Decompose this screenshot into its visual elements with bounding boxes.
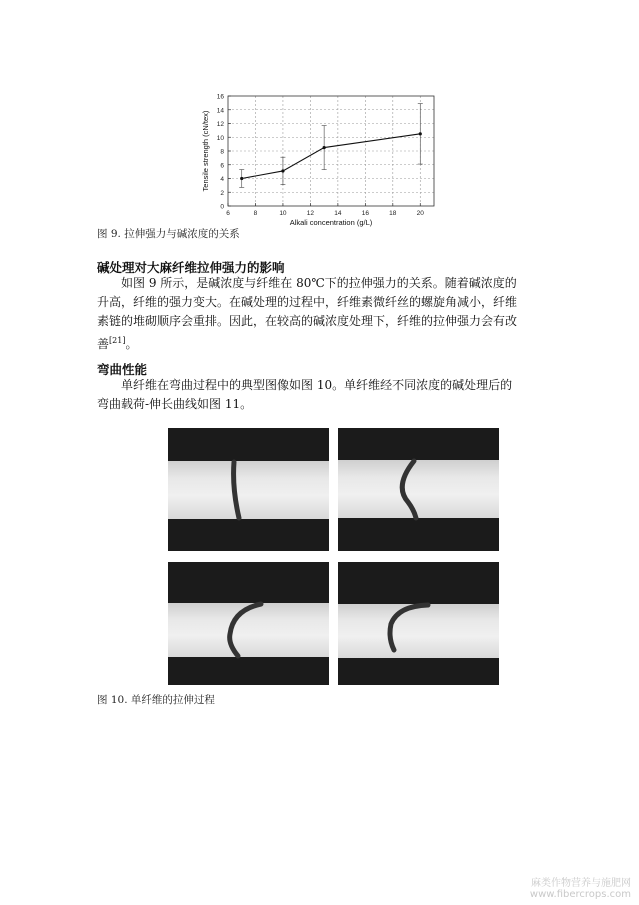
paragraph-line: 单纤维在弯曲过程中的典型图像如图 10。单纤维经不同浓度的碱处理后的: [121, 378, 513, 392]
fiber-image-4: [338, 562, 499, 685]
section-2-paragraph: [97, 376, 543, 414]
paragraph-line: 弯曲载荷-伸长曲线如图 11。: [97, 397, 253, 411]
section-1-paragraph: [97, 274, 543, 354]
data-point: [281, 169, 284, 172]
fiber-image-2: [338, 428, 499, 551]
x-tick-label: 12: [306, 210, 315, 217]
plot-frame: [228, 96, 434, 206]
fiber-image-1: [168, 428, 329, 551]
y-tick-label: 4: [220, 176, 224, 183]
y-axis-label: Tensile strength (cN/tex): [201, 110, 210, 192]
series-line: [242, 134, 421, 179]
citation-ref: [21]: [109, 336, 126, 345]
watermark: [530, 874, 631, 900]
figure-10-caption: 图 10. 单纤维的拉伸过程: [97, 694, 215, 706]
section-heading-alkali-strength: 碱处理对大麻纤维拉伸强力的影响: [97, 260, 285, 275]
watermark-line-1: 麻类作物营养与施肥网: [531, 878, 631, 889]
data-point: [419, 132, 422, 135]
y-tick-label: 16: [216, 93, 224, 101]
tensile-strength-chart: [190, 88, 450, 228]
y-tick-label: 0: [220, 203, 224, 211]
x-tick-label: 14: [334, 210, 342, 217]
paragraph-line: 如图 9 所示，是碱浓度与纤维在 80℃下的拉伸强力的关系。随着碱浓度的: [121, 276, 517, 290]
x-axis-label: Alkali concentration (g/L): [289, 218, 373, 227]
data-point: [240, 177, 243, 180]
x-tick-label: 6: [226, 210, 230, 217]
x-tick-label: 16: [361, 210, 369, 217]
y-tick-label: 6: [220, 162, 224, 170]
figure-9-caption: 图 9. 拉伸强力与碱浓度的关系: [97, 228, 240, 240]
x-tick-label: 20: [416, 210, 424, 217]
y-tick-label: 14: [216, 107, 224, 115]
fiber-image-3: [168, 562, 329, 685]
y-tick-label: 8: [220, 148, 224, 156]
paragraph-text: 善: [97, 337, 110, 351]
paragraph-line: [97, 331, 543, 354]
section-heading-bending: 弯曲性能: [97, 362, 148, 377]
paragraph-text: 。: [125, 337, 138, 351]
x-tick-label: 18: [389, 210, 397, 217]
y-tick-label: 12: [216, 121, 224, 128]
data-point: [323, 146, 326, 149]
watermark-line-2: www.fibercrops.com: [529, 889, 631, 900]
paragraph-line: 升高，纤维的强力变大。在碱处理的过程中，纤维素微纤丝的螺旋角减小，纤维: [97, 295, 518, 309]
y-tick-label: 2: [220, 189, 224, 197]
x-tick-label: 8: [253, 210, 258, 217]
y-tick-label: 10: [216, 134, 224, 142]
x-tick-label: 10: [279, 210, 287, 217]
paragraph-line: 素链的堆砌顺序会重排。因此，在较高的碱浓度处理下，纤维的拉伸强力会有改: [97, 314, 518, 328]
